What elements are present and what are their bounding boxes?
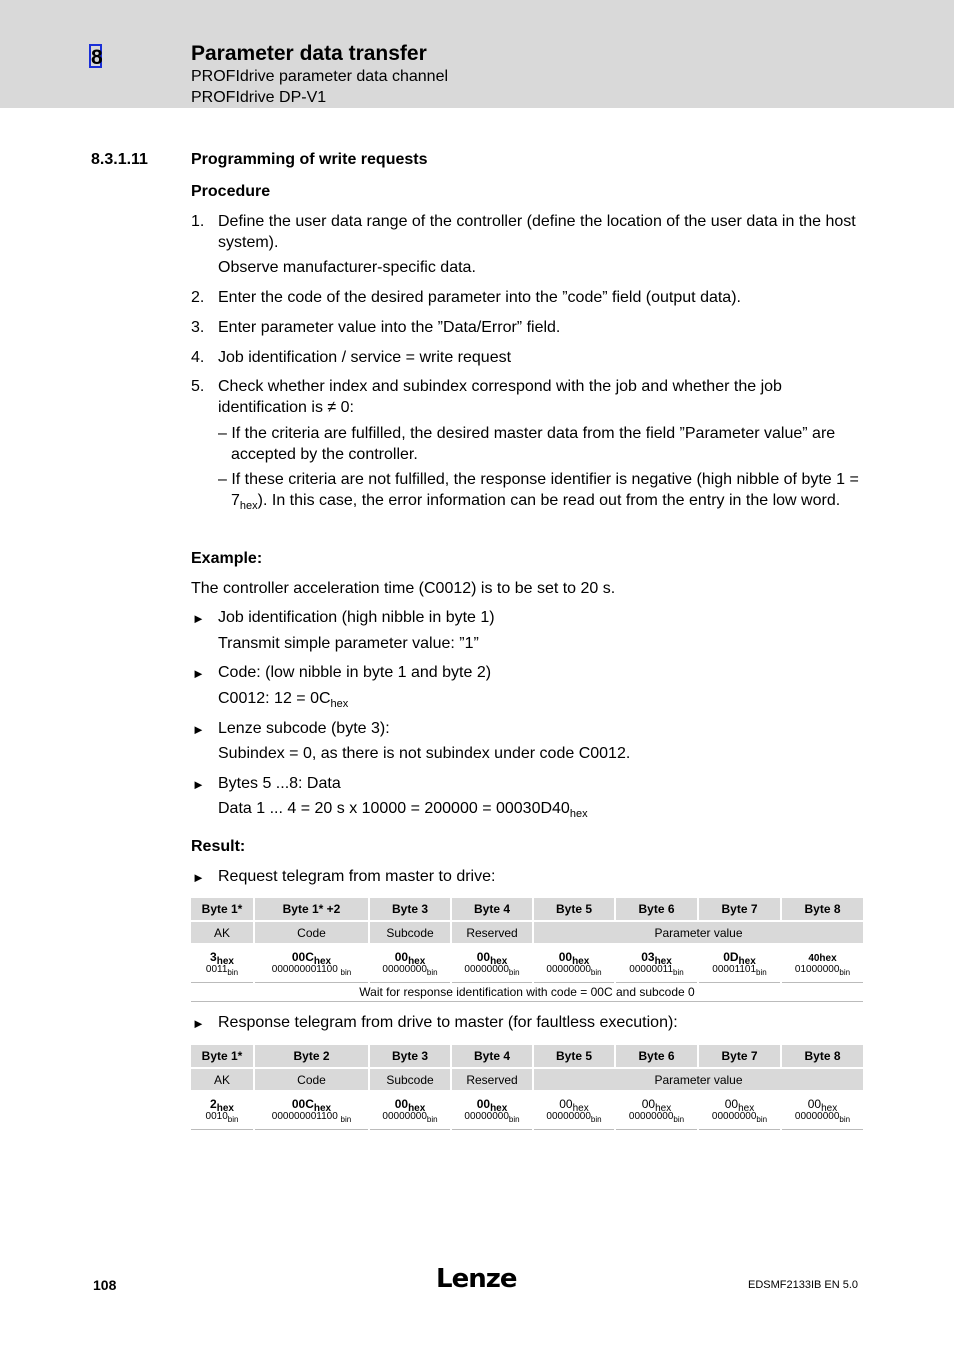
hex-value-cell: $00_{hex}$	[781, 1090, 864, 1111]
table-cell: Subcode	[369, 921, 451, 943]
page-number: 108	[93, 1277, 117, 1293]
table-header-cell: Byte 8	[781, 1045, 864, 1068]
bin-value-cell: 000000001100 $_{bin}$	[254, 964, 369, 983]
bin-value-cell: $0011_{bin}$	[191, 964, 254, 983]
hex-value-cell: $0D_{hex}$	[698, 943, 781, 964]
example-bullet: Bytes 5 ...8: Data	[218, 775, 341, 792]
bin-value-cell: $0010_{bin}$	[191, 1111, 254, 1130]
criteria-fulfilled: – If the criteria are fulfilled, the desired master data from the field ”Parameter value” are accepted by the controller.	[218, 425, 836, 463]
bin-value-cell: $01000000_{bin}$	[781, 964, 864, 983]
hex-value-cell: $00C_{hex}$	[254, 943, 369, 964]
bin-value-cell: $00000000_{bin}$	[451, 1111, 533, 1130]
chapter-number: 8	[91, 46, 103, 69]
section-number: 8.3.1.11	[91, 151, 148, 168]
table-cell: Parameter value	[533, 921, 864, 943]
table-cell: Parameter value	[533, 1068, 864, 1090]
step-text: Check whether index and subindex correspond with the job and whether the job identification is ≠ 0:	[218, 378, 782, 416]
criteria-not-fulfilled: – If these criteria are not fulfilled, the response identifier is negative (high nibble of byte $1 = 7_{hex}$). In this case, the error information can be read out from the entry in the low word.	[218, 471, 859, 512]
bin-value-cell: $00000000_{bin}$	[781, 1111, 864, 1130]
example-bullet: Code: (low nibble in byte 1 and byte 2)	[218, 664, 492, 681]
example-bullet-detail: Data 1 ... 4 = 20 s x $10000 = 200000 = 00030D40_{hex}$	[218, 800, 588, 820]
example-bullet: Lenze subcode (byte 3):	[218, 720, 390, 737]
hex-value-cell: 40hex	[781, 943, 864, 964]
table-header-cell: Byte 1*	[191, 898, 254, 921]
lenze-logo: Lenze	[436, 1264, 517, 1294]
hex-value-cell: $00_{hex}$	[698, 1090, 781, 1111]
page-header	[0, 0, 954, 108]
bin-value-cell: 000000001100 $_{bin}$	[254, 1111, 369, 1130]
table-cell: Reserved	[451, 921, 533, 943]
bin-value-cell: $00000000_{bin}$	[615, 1111, 698, 1130]
step-number: 1.	[191, 213, 205, 230]
table-header-cell: Byte 7	[698, 1045, 781, 1068]
bin-value-cell: $00000000_{bin}$	[533, 964, 615, 983]
table-header-cell: Byte 6	[615, 1045, 698, 1068]
table-header-cell: Byte 3	[369, 898, 451, 921]
table-header-cell: Byte 7	[698, 898, 781, 921]
hex-value-cell: $00_{hex}$	[533, 1090, 615, 1111]
example-heading: Example:	[191, 550, 263, 567]
table-cell: AK	[191, 921, 254, 943]
bullet-arrow-icon: ►	[192, 722, 205, 737]
table-header-cell: Byte 4	[451, 1045, 533, 1068]
response-telegram-label: Response telegram from drive to master (for faultless execution):	[218, 1014, 678, 1031]
bin-value-cell: $00000011_{bin}$	[615, 964, 698, 983]
section-title: Programming of write requests	[191, 151, 428, 168]
table-header-cell: Byte 3	[369, 1045, 451, 1068]
hex-value-cell: $03_{hex}$	[615, 943, 698, 964]
bullet-arrow-icon: ►	[192, 777, 205, 792]
table-header-cell: Byte 5	[533, 1045, 615, 1068]
example-bullet-detail: Subindex = 0, as there is not subindex under code C0012.	[218, 745, 631, 762]
table-header-cell: Byte 4	[451, 898, 533, 921]
response-telegram-table	[191, 1045, 865, 1130]
example-bullet: Job identification (high nibble in byte 1)	[218, 609, 495, 626]
hex-value-cell: $00_{hex}$	[369, 1090, 451, 1111]
bin-value-cell: $00000000_{bin}$	[698, 1111, 781, 1130]
table-header-cell: Byte 2	[254, 1045, 369, 1068]
table-cell: Code	[254, 1068, 369, 1090]
result-heading: Result:	[191, 838, 246, 855]
bullet-arrow-icon: ►	[192, 1016, 205, 1031]
table-header-cell: Byte 1*	[191, 1045, 254, 1068]
step-number: 4.	[191, 349, 205, 366]
step-number: 3.	[191, 319, 205, 336]
bin-value-cell: $00000000_{bin}$	[369, 1111, 451, 1130]
step-text: Enter the code of the desired parameter into the ”code” field (output data).	[218, 289, 741, 306]
header-subtitle-2: PROFIdrive DP-V1	[191, 89, 327, 106]
wait-note: Wait for response identification with code = 00C and subcode 0	[191, 983, 864, 1002]
bin-value-cell: $00001101_{bin}$	[698, 964, 781, 983]
bin-value-cell: $00000000_{bin}$	[533, 1111, 615, 1130]
step-number: 5.	[191, 378, 205, 395]
hex-value-cell: $00_{hex}$	[451, 1090, 533, 1111]
hex-value-cell: $3_{hex}$	[191, 943, 254, 964]
hex-value-cell: $2_{hex}$	[191, 1090, 254, 1111]
hex-value-cell: $00_{hex}$	[369, 943, 451, 964]
bin-value-cell: $00000000_{bin}$	[451, 964, 533, 983]
table-cell: AK	[191, 1068, 254, 1090]
header-subtitle-1: PROFIdrive parameter data channel	[191, 68, 449, 85]
bullet-arrow-icon: ►	[192, 666, 205, 681]
step-text: Enter parameter value into the ”Data/Error” field.	[218, 319, 561, 336]
procedure-heading: Procedure	[191, 183, 271, 200]
example-bullet-detail: Transmit simple parameter value: ”1”	[218, 635, 479, 652]
table-cell: Subcode	[369, 1068, 451, 1090]
hex-value-cell: $00_{hex}$	[451, 943, 533, 964]
hex-value-cell: $00_{hex}$	[533, 943, 615, 964]
table-cell: Code	[254, 921, 369, 943]
example-bullet-detail: C0012: $12 = 0C_{hex}$	[218, 690, 349, 710]
table-header-cell: Byte 6	[615, 898, 698, 921]
step-text: Define the user data range of the controller (define the location of the user data in the host system).	[218, 213, 856, 251]
table-header-cell: Byte 5	[533, 898, 615, 921]
table-cell: Reserved	[451, 1068, 533, 1090]
example-intro: The controller acceleration time (C0012) is to be set to 20 s.	[191, 580, 616, 597]
hex-value-cell: $00C_{hex}$	[254, 1090, 369, 1111]
request-telegram-table	[191, 898, 865, 1002]
page-title: Parameter data transfer	[191, 42, 427, 65]
bullet-arrow-icon: ►	[192, 611, 205, 626]
step-note: Observe manufacturer-specific data.	[218, 259, 476, 276]
table-header-cell: Byte 1* +2	[254, 898, 369, 921]
bullet-arrow-icon: ►	[192, 870, 205, 885]
document-id: EDSMF2133IB EN 5.0	[748, 1279, 859, 1291]
table-header-cell: Byte 8	[781, 898, 864, 921]
step-text: Job identification / service = write request	[218, 349, 512, 366]
step-number: 2.	[191, 289, 205, 306]
bin-value-cell: $00000000_{bin}$	[369, 964, 451, 983]
request-telegram-label: Request telegram from master to drive:	[218, 868, 496, 885]
hex-value-cell: $00_{hex}$	[615, 1090, 698, 1111]
